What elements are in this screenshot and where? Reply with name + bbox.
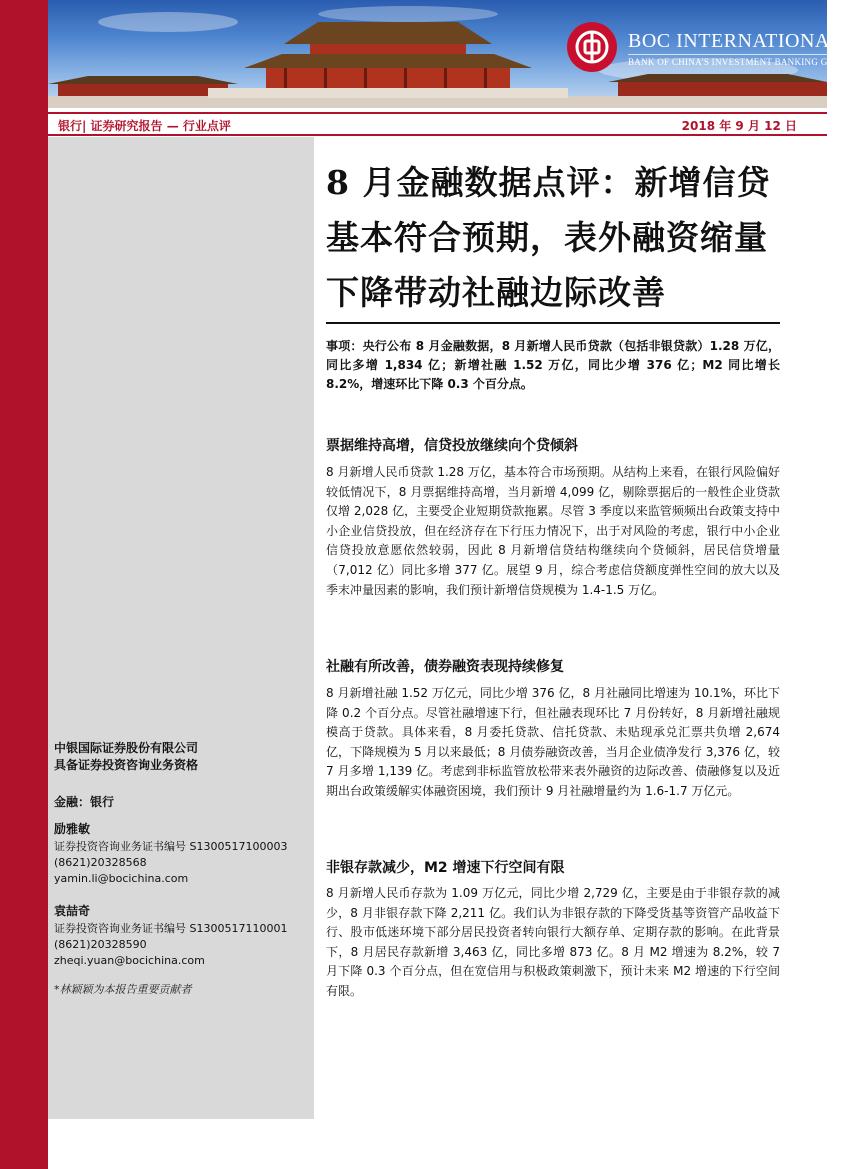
analyst-phone: (8621)20328568: [54, 856, 147, 869]
analyst-card: [54, 821, 312, 887]
company-qualification: 具备证券投资咨询业务资格: [54, 758, 199, 772]
analyst-license: 证券投资咨询业务证书编号 S1300517110001: [54, 922, 288, 935]
report-category: 银行| 证券研究报告 — 行业点评: [58, 119, 231, 133]
analyst-phone: (8621)20328590: [54, 938, 147, 951]
section-heading: 票据维持高增，信贷投放继续向个贷倾斜: [326, 438, 578, 454]
company-name: 中银国际证券股份有限公司: [54, 741, 199, 755]
company-info: [54, 740, 198, 774]
section-body: 8 月新增人民币贷款 1.28 万亿，基本符合市场预期。从结构上来看，在银行风险偏好较低情况下，8 月票据维持高增，当月新增 4,099 亿，剔除票据后的一般性企业贷款仅增 2,028 亿，主要受企业短期贷款拖累。尽管 3 季度以来监管频频出台政策支持中小企业信贷投放，但在经济存在下行压力情况下，出于对风险的考虑，银行中小企业信贷投放意愿依然较弱，因此 8 月新增信贷结构继续向个贷倾斜，居民信贷增量（7,012 亿）同比多增 377 亿。展望 9 月，综合考虑信贷额度弹性空间的放大以及季末冲量因素的影响，我们预计新增信贷规模为 1.4-1.5 万亿。: [326, 465, 780, 597]
report-meta-strip: [48, 112, 827, 136]
sector-label: 金融：银行: [54, 795, 115, 809]
analyst-license: 证券投资咨询业务证书编号 S1300517100003: [54, 840, 288, 853]
sidebar: [48, 137, 314, 1119]
report-date: 2018 年 9 月 12 日: [681, 119, 797, 133]
report-title: 8 月金融数据点评：新增信贷基本符合预期，表外融资缩量下降带动社融边际改善: [326, 163, 771, 312]
brand-subtitle: BANK OF CHINA'S INVESTMENT BANKING GROUP: [628, 54, 853, 68]
analyst-email[interactable]: zheqi.yuan@bocichina.com: [54, 954, 205, 967]
analyst-name: 励雅敏: [54, 822, 91, 836]
brand-text: [628, 30, 853, 68]
analyst-card: [54, 903, 312, 969]
section-body: 8 月新增社融 1.52 万亿元，同比少增 376 亿，8 月社融同比增速为 10.1%，环比下降 0.2 个百分点。尽管社融增速下行，但社融表现环比 7 月份转好，8 月新增社融规模高于贷款。具体来看，8 月委托贷款、信托贷款、未贴现承兑汇票共负增 2,674 亿，下降规模为 5 月以来最低；8 月债券融资改善，当月企业债净发行 3,376 亿，较 7 月多增 1,139 亿。考虑到非标监管放松带来表外融资的边际改善、债融修复以及近期出台政策缓解实体融资困境，我们预计 9 月社融增量约为 1.6-1.7 万亿元。: [326, 686, 780, 798]
section-heading: 社融有所改善，债券融资表现持续修复: [326, 659, 564, 675]
contributor-note: *林颖颖为本报告重要贡献者: [54, 983, 192, 996]
section-heading: 非银存款减少，M2 增速下行空间有限: [326, 860, 565, 876]
section-body: 8 月新增人民币存款为 1.09 万亿元，同比少增 2,729 亿，主要是由于非银存款的减少，8 月非银存款下降 2,211 亿。我们认为非银存款的下降受货基等资管产品收益下行、股市低迷环境下部分居民投资者转向银行大额存单、定期存款的影响。在此背景下，8 月居民存款新增 3,463 亿，同比多增 873 亿。8 月 M2 增速为 8.2%，较 7 月下降 0.3 个百分点，但在宽信用与积极政策刺激下，预计未来 M2 增速的下行空间有限。: [326, 886, 780, 998]
left-accent-bar: [0, 0, 48, 1169]
boc-logo: [567, 22, 617, 72]
title-divider: [326, 322, 780, 324]
boc-logo-icon: [575, 30, 609, 64]
event-summary: 事项：央行公布 8 月金融数据，8 月新增人民币贷款（包括非银贷款）1.28 万亿，同比多增 1,834 亿；新增社融 1.52 万亿，同比少增 376 亿；M2 同比增长 8.2%，增速环比下降 0.3 个百分点。: [326, 339, 780, 391]
brand-name: BOC INTERNATIONAL: [628, 30, 843, 52]
analyst-name: 袁喆奇: [54, 904, 91, 918]
header-banner: [48, 0, 853, 108]
analyst-email[interactable]: yamin.li@bocichina.com: [54, 872, 189, 885]
